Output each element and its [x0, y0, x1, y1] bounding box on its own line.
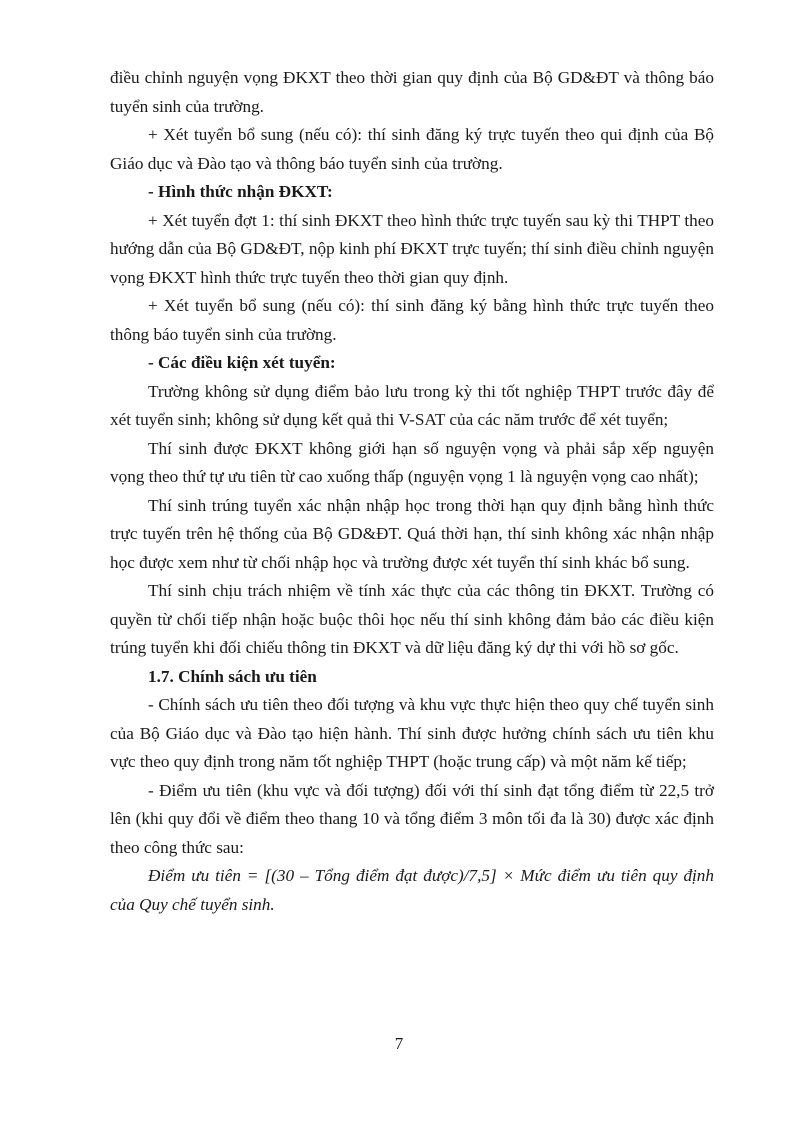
paragraph: + Xét tuyển bổ sung (nếu có): thí sinh đăng ký trực tuyến theo qui định của Bộ Giáo dục và Đào tạo và thông báo tuyển sinh của trường. — [110, 125, 714, 173]
section-heading: - Các điều kiện xét tuyển: — [148, 353, 336, 372]
section-heading: - Hình thức nhận ĐKXT: — [148, 182, 333, 201]
paragraph: Thí sinh trúng tuyển xác nhận nhập học trong thời hạn quy định bằng hình thức trực tuyến trên hệ thống của Bộ GD&ĐT. Quá thời hạn, thí sinh không xác nhận nhập học được xem như từ chối nhập học và trường được xét tuyển thí sinh khác bổ sung. — [110, 495, 714, 572]
section-title: 1.7. Chính sách ưu tiên — [148, 666, 317, 686]
paragraph: điều chỉnh nguyện vọng ĐKXT theo thời gian quy định của Bộ GD&ĐT và thông báo tuyển sinh của trường. — [110, 68, 714, 116]
paragraph: + Xét tuyển đợt 1: thí sinh ĐKXT theo hình thức trực tuyến sau kỳ thi THPT theo hướng dẫn của Bộ GD&ĐT, nộp kinh phí ĐKXT trực tuyến; thí sinh điều chỉnh nguyện vọng ĐKXT hình thức trực tuyến theo thời gian quy định. — [110, 210, 714, 287]
paragraph: Trường không sử dụng điểm bảo lưu trong kỳ thi tốt nghiệp THPT trước đây để xét tuyển sinh; không sử dụng kết quả thi V-SAT của các năm trước để xét tuyển; — [110, 381, 714, 429]
page-number: 7 — [394, 1034, 404, 1053]
document-body — [110, 64, 714, 919]
paragraph: - Điểm ưu tiên (khu vực và đối tượng) đối với thí sinh đạt tổng điểm từ 22,5 trở lên (khi quy đổi về điểm theo thang 10 và tổng điểm 3 môn tối đa là 30) được xác định theo công thức sau: — [110, 780, 714, 857]
paragraph: + Xét tuyển bổ sung (nếu có): thí sinh đăng ký bằng hình thức trực tuyến theo thông báo tuyển sinh của trường. — [110, 296, 714, 344]
paragraph: Thí sinh được ĐKXT không giới hạn số nguyện vọng và phải sắp xếp nguyện vọng theo thứ tự ưu tiên từ cao xuống thấp (nguyện vọng 1 là nguyện vọng cao nhất); — [110, 438, 714, 486]
paragraph: - Chính sách ưu tiên theo đối tượng và khu vực thực hiện theo quy chế tuyển sinh của Bộ Giáo dục và Đào tạo hiện hành. Thí sinh được hưởng chính sách ưu tiên khu vực theo quy định trong năm tốt nghiệp THPT (hoặc trung cấp) và một năm kế tiếp; — [110, 695, 714, 771]
formula: Điểm ưu tiên = [(30 – Tổng điểm đạt được)/7,5] × Mức điểm ưu tiên quy định của Quy chế tuyển sinh. — [110, 866, 714, 914]
paragraph: Thí sinh chịu trách nhiệm về tính xác thực của các thông tin ĐKXT. Trường có quyền từ chối tiếp nhận hoặc buộc thôi học nếu thí sinh không đảm bảo các điều kiện trúng tuyển khi đối chiếu thông tin ĐKXT và dữ liệu đăng ký dự thi với hồ sơ gốc. — [110, 581, 714, 657]
